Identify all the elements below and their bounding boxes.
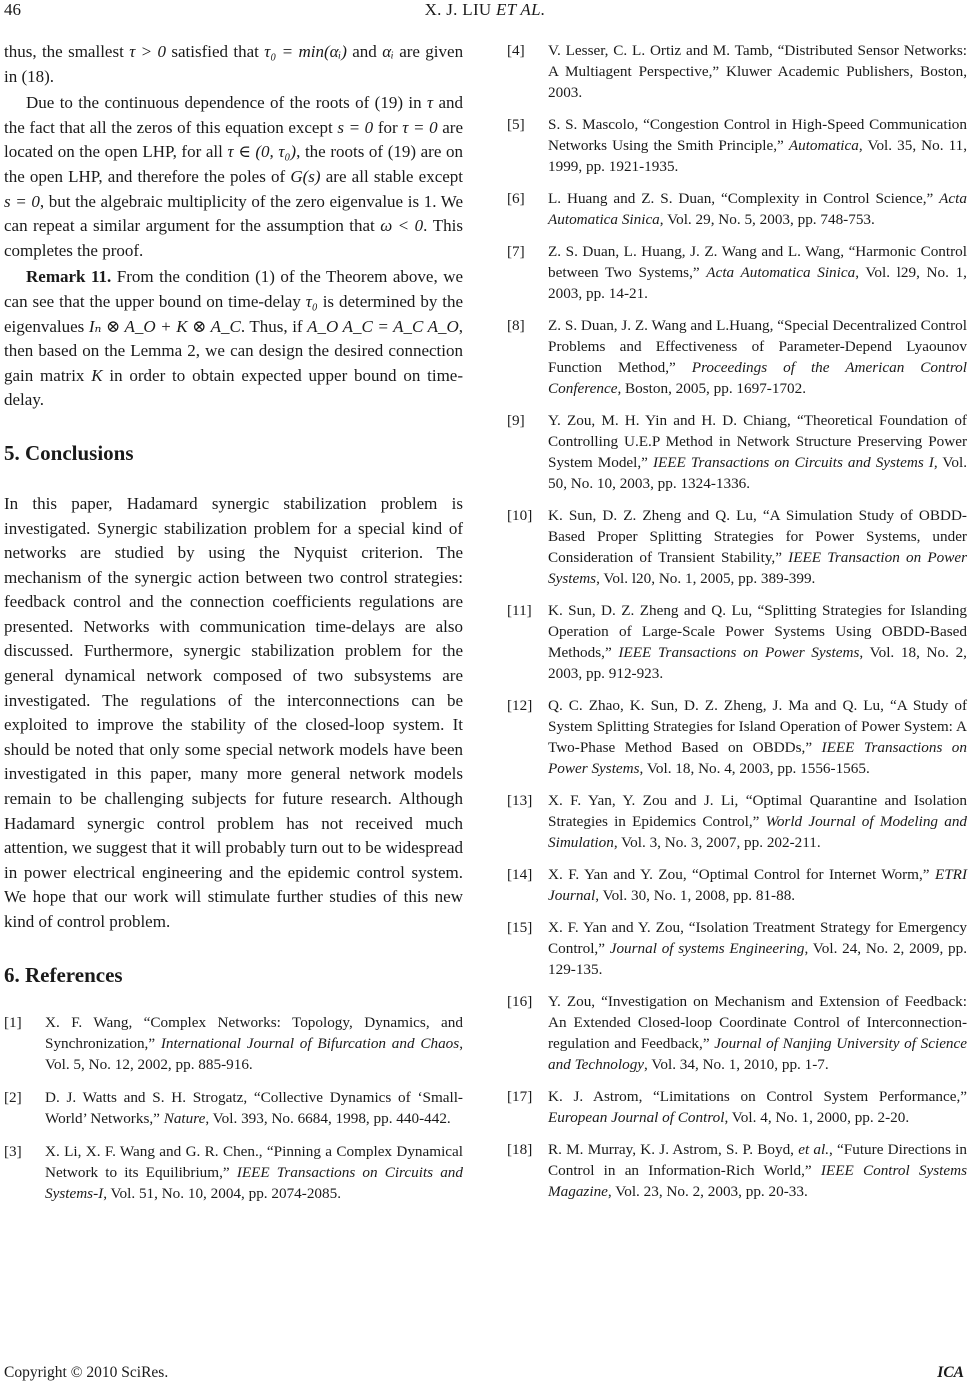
reference-item xyxy=(507,1139,967,1202)
reference-number: [5] xyxy=(507,116,525,133)
reference-text: Z. S. Duan, L. Huang, J. Z. Wang and L. Wang, “Harmonic Control between Two Systems,” Acta Automatica Sinica, Vol. l29, No. 1, 2003, pp. 14-21. xyxy=(548,243,967,302)
reference-number: [16] xyxy=(507,993,533,1010)
reference-number: [12] xyxy=(507,697,533,714)
reference-number: [8] xyxy=(507,317,525,334)
reference-text: X. F. Yan and Y. Zou, “Isolation Treatment Strategy for Emergency Control,” Journal of systems Engineering, Vol. 24, No. 2, 2009, pp. 129-135. xyxy=(548,919,967,978)
reference-number: [7] xyxy=(507,243,525,260)
math-inline: αᵢ xyxy=(382,42,394,61)
reference-item xyxy=(507,410,967,494)
reference-item xyxy=(4,1012,463,1075)
right-column xyxy=(507,40,967,1213)
reference-text: K. Sun, D. Z. Zheng and Q. Lu, “A Simulation Study of OBDD-Based Proper Splitting Strategies for Power Systems, under Consideration of Transient Stability,” IEEE Transaction on Power Systems, Vol. l20, No. 1, 2005, pp. 389-399. xyxy=(548,507,967,587)
math-inline: τ > 0 xyxy=(129,42,166,61)
reference-item xyxy=(4,1141,463,1204)
reference-item xyxy=(507,505,967,589)
reference-item xyxy=(507,917,967,980)
reference-text: X. F. Wang, “Complex Networks: Topology, Dynamics, and Synchronization,” International Journal of Bifurcation and Chaos, Vol. 5, No. 12, 2002, pp. 885-916. xyxy=(45,1013,463,1073)
page-number: 46 xyxy=(4,0,21,19)
reference-text: Q. C. Zhao, K. Sun, D. Z. Zheng, J. Ma and Q. Lu, “A Study of System Splitting Strategies for Island Operation of Power System: A Two-Phase Method Based on OBDDs,” IEEE Transactions on Power Systems, Vol. 18, No. 4, 2003, pp. 1556-1565. xyxy=(548,697,967,777)
reference-item xyxy=(507,114,967,177)
running-head xyxy=(0,0,970,20)
reference-text: S. S. Mascolo, “Congestion Control in High-Speed Communication Networks Using the Smith Principle,” Automatica, Vol. 35, No. 11, 1999, pp. 1921-1935. xyxy=(548,116,968,175)
paragraph-proof-end: thus, the smallest τ > 0 satisfied that τ₀ = min(αᵢ) and αᵢ are given in (18). xyxy=(4,42,464,86)
paragraph-continuity: Due to the continuous dependence of the roots of (19) in τ and the fact that all the zeros of this equation except s = 0 for τ = 0 are located on the open LHP, for all τ ∈ (0, τ₀), the roots of (19) are on the open LHP, and therefore the poles of G(s) are all stable except s = 0, but the algebraic multiplicity of the zero eigenvalue is 1. We can repeat a similar argument for the assumption that ω < 0. This completes the proof. xyxy=(4,93,464,260)
reference-number: [1] xyxy=(4,1013,22,1031)
reference-item xyxy=(507,40,967,103)
reference-item xyxy=(507,695,967,779)
left-column xyxy=(4,40,463,1216)
math-inline: τ₀ = min(αᵢ) xyxy=(264,42,347,61)
reference-item xyxy=(4,1087,463,1129)
reference-number: [2] xyxy=(4,1088,22,1106)
reference-text: R. M. Murray, K. J. Astrom, S. P. Boyd, et al., “Future Directions in Control in an Information-Rich World,” IEEE Control Systems Magazine, Vol. 23, No. 2, 2003, pp. 20-33. xyxy=(548,1141,967,1200)
reference-text: X. F. Yan, Y. Zou and J. Li, “Optimal Quarantine and Isolation Strategies in Epidemics Control,” World Journal of Modeling and Simulation, Vol. 3, No. 3, 2007, pp. 202-211. xyxy=(548,792,968,851)
reference-text: Y. Zou, “Investigation on Mechanism and Extension of Feedback: An Extended Closed-loop Coordinate Control of Interconnection-regulation and Feedback,” Journal of Nanjing University of Science and Technology, Vol. 34, No. 1, 2010, pp. 1-7. xyxy=(548,993,968,1073)
reference-text: D. J. Watts and S. H. Strogatz, “Collective Dynamics of ‘Small-World’ Networks,” Nature, Vol. 393, No. 6684, 1998, pp. 440-442. xyxy=(45,1088,463,1127)
paragraph-conclusions: In this paper, Hadamard synergic stabilization problem is investigated. Synergic stabilization problem for a special kind of networks are studied by using the Nyquist criterion. The mechanism of the synergic action between two control strategies: feedback control and the connection coefficients regulations are presented. Networks with communication time-delays are also discussed. Furthermore, synergic stabilization problem for the general dynamical network composed of two subsystems are investigated. The regulations of the interconnections can be exploited to improve the stability of the closed-loop system. It should be noted that only some special network models have been investigated in this paper, many more general network models remain to be challenging subjects for future research. Although Hadamard synergic control problem has not received much attention, we suggest that it will probably turn out to be widespread in power electrical engineering and the epidemic control system. We hope that our work will stimulate further studies of this new kind of control problem. xyxy=(4,493,463,931)
reference-text: K. Sun, D. Z. Zheng and Q. Lu, “Splitting Strategies for Islanding Operation of Large-Scale Power Systems Using OBDD-Based Methods,” IEEE Transactions on Power Systems, Vol. 18, No. 2, 2003, pp. 912-923. xyxy=(548,602,967,682)
reference-item xyxy=(507,1086,967,1128)
reference-text: Z. S. Duan, J. Z. Wang and L.Huang, “Special Decentralized Control Problems and Effectiveness of Parameter-Depend Lyaounov Function Method,” Proceedings of the American Control Conference, Boston, 2005, pp. 1697-1702. xyxy=(548,317,967,397)
paragraph-remark-11: Remark 11. From the condition (1) of the Theorem above, we can see that the upper bound on time-delay τ₀ is determined by the eigenvalues Iₙ ⊗ A_O + K ⊗ A_C. Thus, if A_O A_C = A_C A_O, then based on the Lemma 2, we can design the desired connection gain matrix K in order to obtain expected upper bound on time-delay. xyxy=(4,267,464,410)
reference-item xyxy=(507,241,967,304)
section-heading-conclusions: 5. Conclusions xyxy=(4,440,134,465)
reference-text: X. F. Yan and Y. Zou, “Optimal Control for Internet Worm,” ETRI Journal, Vol. 30, No. 1, 2008, pp. 81-88. xyxy=(548,866,967,904)
reference-number: [17] xyxy=(507,1088,533,1105)
reference-item xyxy=(507,600,967,684)
remark-label: Remark 11. xyxy=(26,267,112,287)
reference-number: [18] xyxy=(507,1141,533,1158)
reference-number: [4] xyxy=(507,42,525,59)
footer-journal: ICA xyxy=(937,1364,964,1381)
reference-number: [15] xyxy=(507,919,533,936)
section-heading-references: 6. References xyxy=(4,962,123,987)
reference-number: [3] xyxy=(4,1142,22,1160)
reference-number: [9] xyxy=(507,412,525,429)
reference-number: [10] xyxy=(507,507,533,524)
footer-copyright: Copyright © 2010 SciRes. xyxy=(4,1364,169,1381)
reference-number: [13] xyxy=(507,792,533,809)
reference-item xyxy=(507,864,967,906)
reference-number: [11] xyxy=(507,602,532,619)
reference-item xyxy=(507,315,967,399)
running-head-etal: ET AL. xyxy=(496,0,546,19)
reference-item xyxy=(507,991,967,1075)
reference-number: [14] xyxy=(507,866,533,883)
references-list-right xyxy=(507,40,967,1202)
reference-text: L. Huang and Z. S. Duan, “Complexity in Control Science,” Acta Automatica Sinica, Vol. 29, No. 5, 2003, pp. 748-753. xyxy=(548,190,967,228)
reference-number: [6] xyxy=(507,190,525,207)
reference-text: X. Li, X. F. Wang and G. R. Chen., “Pinning a Complex Dynamical Network to its Equilibrium,” IEEE Transactions on Circuits and Systems-I, Vol. 51, No. 10, 2004, pp. 2074-2085. xyxy=(45,1142,463,1202)
running-head-author: X. J. LIU xyxy=(424,0,492,19)
references-list-left xyxy=(4,1012,463,1204)
reference-item xyxy=(507,188,967,230)
reference-text: K. J. Astrom, “Limitations on Control System Performance,” European Journal of Control, Vol. 4, No. 1, 2000, pp. 2-20. xyxy=(548,1088,967,1126)
reference-item xyxy=(507,790,967,853)
reference-text: Y. Zou, M. H. Yin and H. D. Chiang, “Theoretical Foundation of Controlling U.E.P Method in Network Structure Preserving Power System Model,” IEEE Transactions on Circuits and Systems I, Vol. 50, No. 10, 2003, pp. 1324-1336. xyxy=(548,412,967,492)
reference-text: V. Lesser, C. L. Ortiz and M. Tamb, “Distributed Sensor Networks: A Multiagent Perspective,” Kluwer Academic Publishers, Boston, 2003. xyxy=(548,42,967,101)
